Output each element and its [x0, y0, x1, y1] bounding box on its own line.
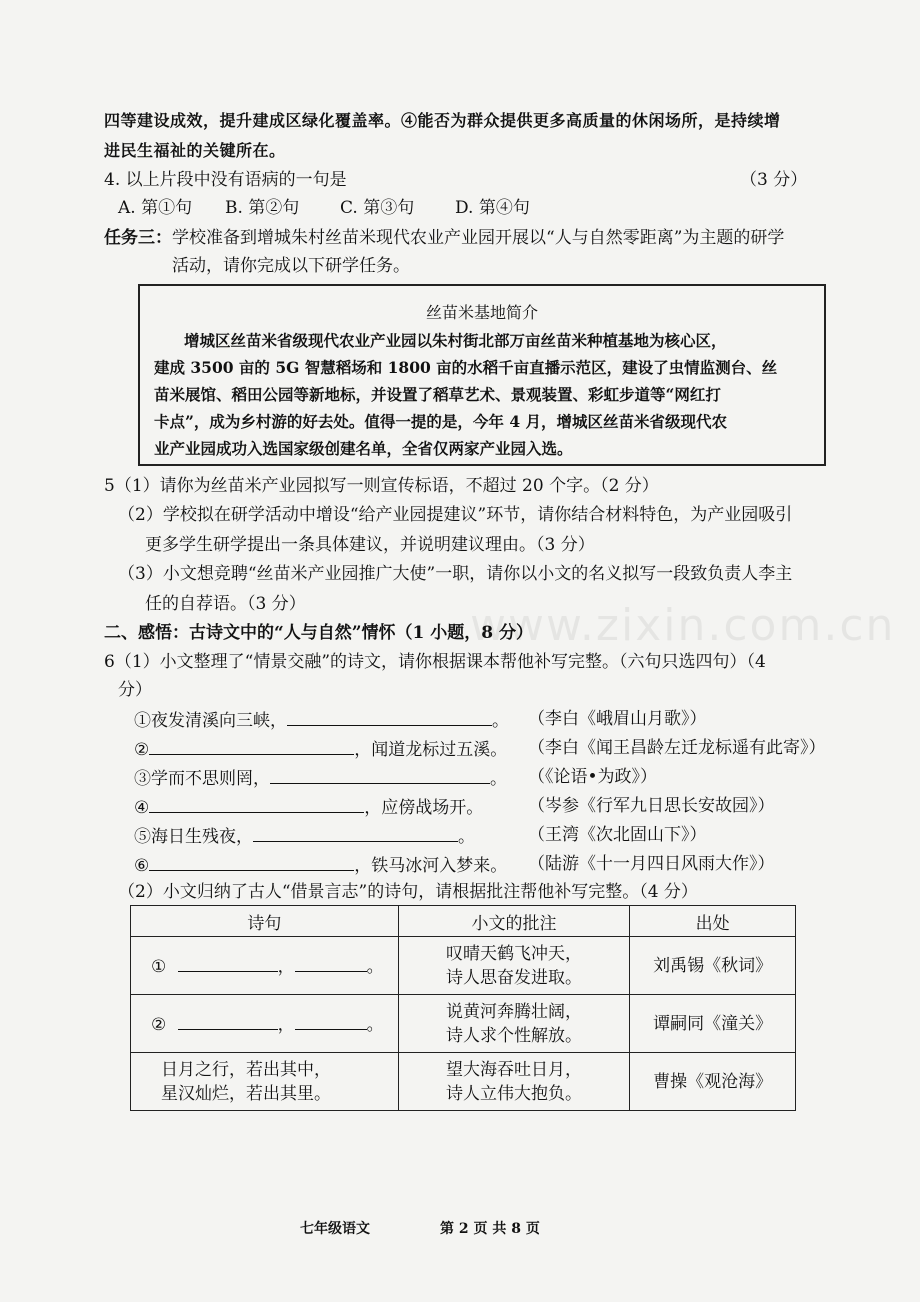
fill-item-6: ⑥ ，铁马冰河入梦来。 — [134, 852, 507, 878]
q4-option-d: D. 第④句 — [455, 198, 530, 218]
q5-part-1: 5（1）请你为丝苗米产业园拟写一则宣传标语，不超过 20 个字。（2 分） — [104, 476, 659, 496]
answer-blank-2[interactable] — [149, 736, 354, 755]
q4-option-a: A. 第①句 — [118, 198, 193, 218]
fill-source-3: （《论语•为政》） — [528, 767, 658, 787]
q4-score: （3 分） — [740, 170, 808, 190]
q5-part-3a: （3）小文想竞聘“丝苗米产业园推广大使”一职，请你以小文的名义拟写一段致负责人李主 — [118, 564, 793, 584]
footer-page-number: 第 2 页 共 8 页 — [440, 1221, 540, 1237]
q6-part-1b: 分） — [118, 680, 152, 700]
q4-option-b: B. 第②句 — [225, 198, 300, 218]
watermark-text: www.zixin.com.cn — [470, 600, 896, 651]
table-header-source: 出处 — [630, 906, 796, 937]
fill-item-1: ①夜发清溪向三峡， 。 — [134, 707, 509, 733]
fill-source-1: （李白《峨眉山月歌》） — [528, 709, 707, 729]
answer-blank-1[interactable] — [287, 707, 492, 726]
task3-line-1 — [104, 226, 784, 250]
table-source-cell-3: 曹操《观沧海》 — [630, 1053, 796, 1111]
table-row — [131, 937, 796, 995]
table-blank-1a[interactable] — [178, 953, 278, 972]
task3-line-2: 活动，请你完成以下研学任务。 — [172, 256, 410, 276]
fill-item-3: ③学而不思则罔， 。 — [134, 765, 507, 791]
table-poem-cell-3: 日月之行，若出其中， 星汉灿烂，若出其里。 — [131, 1053, 399, 1111]
footer-subject: 七年级语文 — [300, 1221, 370, 1237]
q6-part-2: （2）小文归纳了古人“借景言志”的诗句，请根据批注帮他补写完整。（4 分） — [118, 882, 698, 902]
table-blank-2b[interactable] — [295, 1011, 367, 1030]
table-blank-2a[interactable] — [178, 1011, 278, 1030]
fill-source-6: （陆游《十一月四日风雨大作》） — [528, 854, 775, 874]
material-box-title: 丝苗米基地简介 — [425, 303, 538, 322]
material-line-4: 卡点”，成为乡村游的好去处。值得一提的是，今年 4 月，增城区丝苗米省级现代农 — [154, 412, 727, 431]
table-header-poem: 诗句 — [131, 906, 399, 937]
material-line-1: 增城区丝苗米省级现代农业产业园以朱村街北部万亩丝苗米种植基地为核心区， — [184, 331, 727, 350]
table-note-cell-3: 望大海吞吐日月， 诗人立伟大抱负。 — [398, 1053, 630, 1111]
fill-item-5: ⑤海日生残夜， 。 — [134, 823, 475, 849]
q5-part-2a: （2）学校拟在研学活动中增设“给产业园提建议”环节，请你结合材料特色，为产业园吸引 — [118, 505, 793, 525]
answer-blank-3[interactable] — [270, 765, 490, 784]
table-note-cell-1: 叹晴天鹤飞冲天， 诗人思奋发进取。 — [398, 937, 630, 995]
answer-blank-4[interactable] — [149, 794, 364, 813]
q5-part-2b: 更多学生研学提出一条具体建议，并说明建议理由。（3 分） — [145, 535, 595, 555]
task3-label: 任务三： — [104, 228, 172, 248]
material-line-2: 建成 3500 亩的 5G 智慧稻场和 1800 亩的水稻千亩直播示范区，建设了虫情监测台、丝 — [154, 358, 778, 377]
intro-line-1: 四等建设成效，提升建成区绿化覆盖率。④能否为群众提供更多高质量的休闲场所，是持续增 — [104, 111, 781, 130]
table-source-cell-2: 谭嗣同《潼关》 — [630, 995, 796, 1053]
answer-blank-5[interactable] — [253, 823, 458, 842]
q6-part-1a: 6（1）小文整理了“情景交融”的诗文，请你根据课本帮他补写完整。（六句只选四句）（4 — [104, 652, 766, 672]
fill-source-5: （王湾《次北固山下》） — [528, 825, 707, 845]
section-2-title: 二、感悟：古诗文中的“人与自然”情怀（1 小题，8 分） — [104, 623, 534, 643]
material-line-3: 苗米展馆、稻田公园等新地标，并设置了稻草艺术、景观装置、彩虹步道等“网红打 — [154, 385, 721, 404]
table-header-row — [131, 906, 796, 937]
fill-source-4: （岑参《行军九日思长安故园》） — [528, 796, 775, 816]
fill-item-2: ② ，闻道龙标过五溪。 — [134, 736, 507, 762]
table-blank-1b[interactable] — [295, 953, 367, 972]
table-source-cell-1: 刘禹锡《秋词》 — [630, 937, 796, 995]
table-poem-cell-2: ② ， 。 — [131, 995, 399, 1053]
table-note-cell-2: 说黄河奔腾壮阔， 诗人求个性解放。 — [398, 995, 630, 1053]
table-row — [131, 995, 796, 1053]
q4-stem: 4. 以上片段中没有语病的一句是 — [104, 170, 347, 190]
answer-blank-6[interactable] — [149, 852, 354, 871]
fill-source-2: （李白《闻王昌龄左迁龙标遥有此寄》） — [528, 738, 826, 758]
material-line-5: 业产业园成功入选国家级创建名单，全省仅两家产业园入选。 — [154, 439, 573, 458]
q5-part-3b: 任的自荐语。（3 分） — [145, 594, 306, 614]
fill-item-4: ④ ，应傍战场开。 — [134, 794, 483, 820]
poem-table — [130, 905, 796, 1111]
table-row — [131, 1053, 796, 1111]
table-header-note: 小文的批注 — [398, 906, 630, 937]
intro-line-2: 进民生福祉的关键所在。 — [104, 141, 286, 160]
material-box — [138, 284, 826, 466]
q4-option-c: C. 第③句 — [340, 198, 415, 218]
table-poem-cell-1: ① ， 。 — [131, 937, 399, 995]
task3-text: 学校准备到增城朱村丝苗米现代农业产业园开展以“人与自然零距离”为主题的研学 — [172, 228, 785, 248]
